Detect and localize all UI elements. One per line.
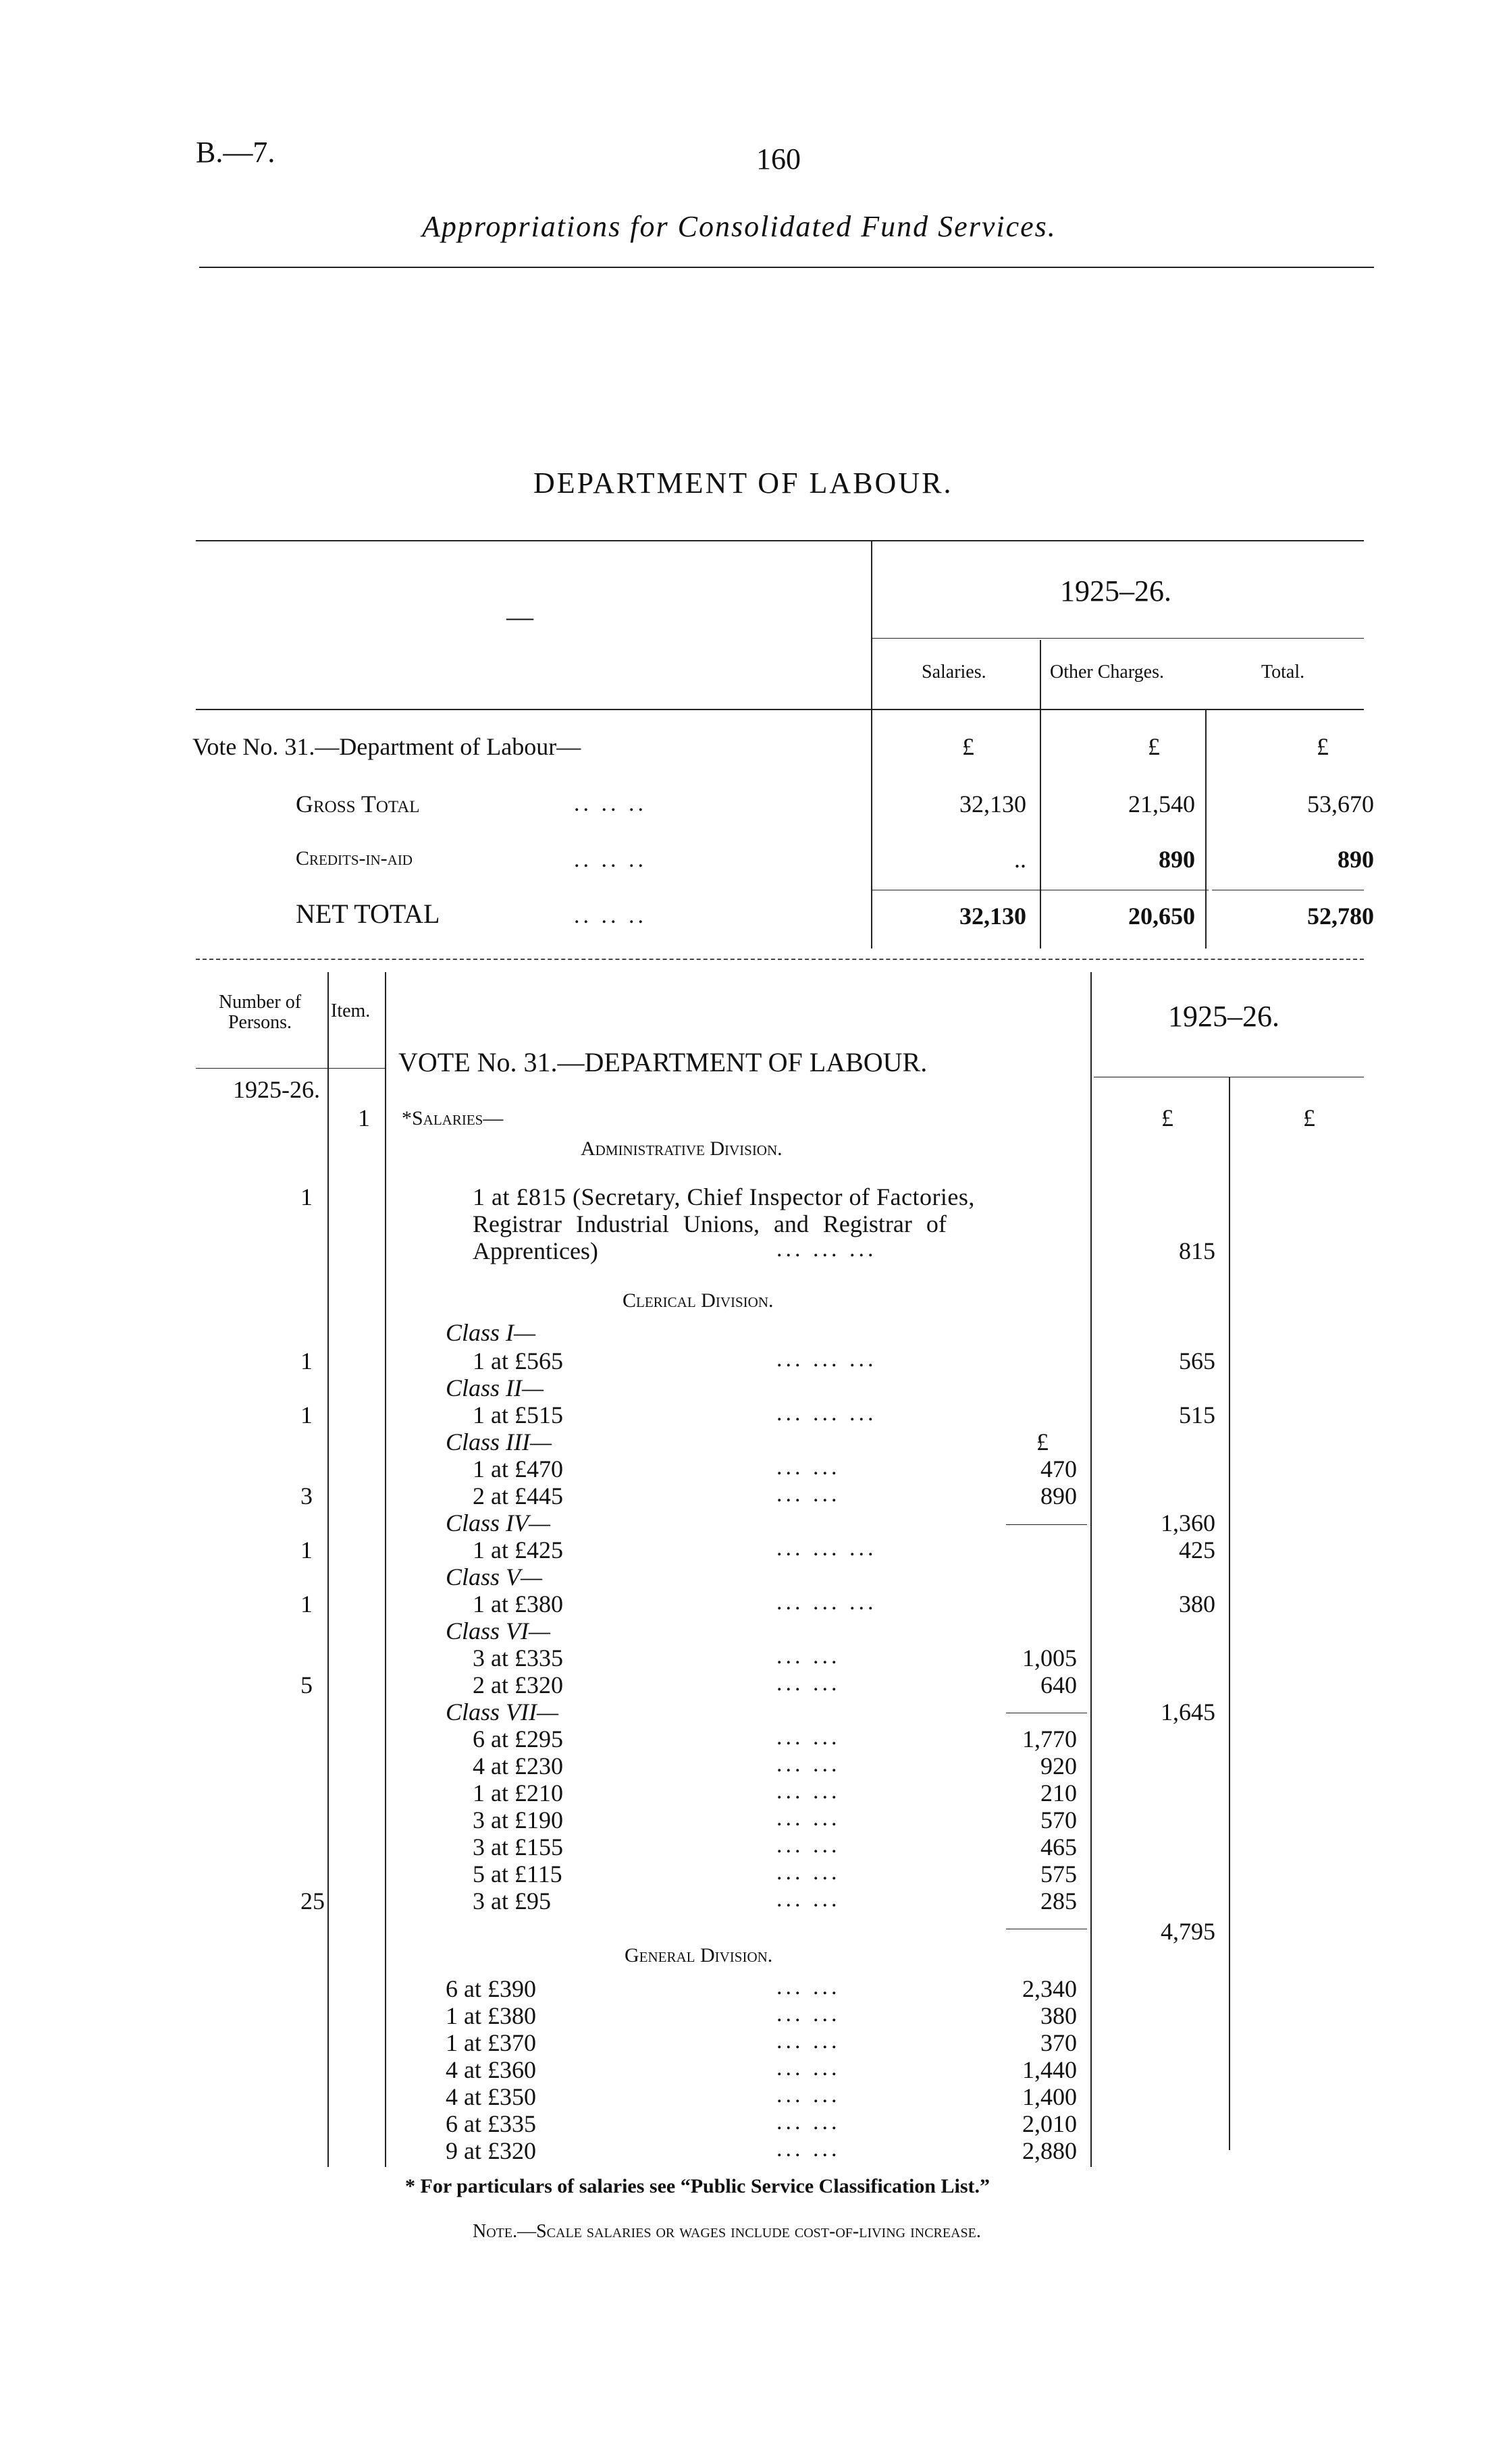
class-heading: Class V— — [446, 1563, 543, 1590]
col-salaries-header: Salaries. — [922, 662, 986, 682]
class-heading: Class III— — [446, 1428, 552, 1455]
other-value: 21,540 — [1128, 791, 1195, 818]
class-line-amount: 210 — [1040, 1779, 1077, 1806]
running-title: Appropriations for Consolidated Fund Services. — [422, 210, 1057, 243]
other-value: 890 — [1159, 846, 1195, 873]
leader-dots: ... ... — [776, 2083, 841, 2108]
class-line: 1 at £380 — [446, 2002, 536, 2029]
class-line: 6 at £295 — [473, 1725, 563, 1752]
class-line-amount: 465 — [1040, 1833, 1077, 1860]
class-line-amount: 890 — [1040, 1482, 1077, 1509]
summary-bottom-rule — [196, 959, 1364, 960]
summary-divider — [871, 540, 872, 948]
leader-dots: ... ... ... — [776, 1401, 877, 1426]
clerical-division-heading: Clerical Division. — [623, 1289, 774, 1312]
vote-heading: VOTE No. 31.—DEPARTMENT OF LABOUR. — [398, 1047, 928, 1077]
col-item-header: Item. — [331, 1000, 371, 1021]
class-line: 3 at £95 — [473, 1887, 551, 1914]
class-line: 1 at £370 — [446, 2029, 536, 2056]
leader-dots: .. .. .. — [574, 791, 647, 816]
class-line: 5 at £115 — [473, 1860, 562, 1887]
footnote-salaries: * For particulars of salaries see “Public Service Classification List.” — [405, 2175, 990, 2197]
salaries-value: .. — [1014, 846, 1026, 873]
class-total: 1,645 — [1161, 1698, 1215, 1725]
inner-currency: £ — [1036, 1428, 1049, 1455]
class-line: 1 at £470 — [473, 1455, 563, 1482]
total-value: 890 — [1338, 846, 1374, 873]
leader-dots: ... ... — [776, 2002, 841, 2027]
leader-dots: ... ... — [776, 2110, 841, 2135]
class-total: 1,360 — [1161, 1509, 1215, 1536]
leader-dots: ... ... — [776, 1752, 841, 1777]
class-line-amount: 2,010 — [1022, 2110, 1077, 2137]
footnote-scale: Note.—Scale salaries or wages include cost-of-living increase. — [473, 2221, 981, 2242]
class-line: 4 at £350 — [446, 2083, 536, 2110]
salaries-value: 32,130 — [959, 791, 1026, 818]
class-line-amount: 285 — [1040, 1887, 1077, 1914]
currency-salaries: £ — [962, 733, 974, 760]
class-count: 1 — [300, 1401, 313, 1428]
class-line: 9 at £320 — [446, 2137, 536, 2164]
salaries-heading: *Salaries— — [402, 1107, 504, 1129]
leader-dots: ... ... — [776, 2056, 841, 2081]
row-label: Gross Total — [296, 791, 420, 818]
class-heading: Class VI— — [446, 1617, 551, 1644]
class-line-amount: 470 — [1040, 1455, 1077, 1482]
class-line-amount: 1,770 — [1022, 1725, 1077, 1752]
admin-amount: 815 — [1179, 1237, 1215, 1264]
detail-head-rule — [196, 1068, 385, 1069]
leader-dots: ... ... — [776, 1779, 841, 1804]
class-line: 3 at £335 — [473, 1644, 563, 1671]
class-line-amount: 575 — [1040, 1860, 1077, 1887]
summary-year-header: 1925–26. — [1060, 574, 1171, 608]
class-line: 1 at £380 — [473, 1590, 563, 1617]
currency-other: £ — [1148, 733, 1160, 760]
detail-divider — [385, 972, 386, 2167]
class-line: 1 at £210 — [473, 1779, 563, 1806]
detail-year-left: 1925-26. — [233, 1076, 320, 1103]
admin-line: Apprentices) — [473, 1237, 598, 1264]
summary-divider — [1040, 640, 1041, 948]
detail-divider — [327, 972, 329, 2167]
col-total-header: Total. — [1261, 662, 1305, 682]
class-line-amount: 2,880 — [1022, 2137, 1077, 2164]
class-count: 1 — [300, 1536, 313, 1563]
leader-dots: ... ... ... — [776, 1237, 877, 1262]
class-line-amount: 920 — [1040, 1752, 1077, 1779]
class-line: 6 at £390 — [446, 1975, 536, 2002]
class-count: 25 — [300, 1887, 325, 1914]
summary-divider — [1205, 709, 1207, 948]
class-line: 1 at £515 — [473, 1401, 563, 1428]
class-line: 1 at £425 — [473, 1536, 563, 1563]
leader-dots: ... ... — [776, 2137, 841, 2162]
col-number-header: Number of Persons. — [218, 992, 302, 1033]
class-line: 3 at £155 — [473, 1833, 563, 1860]
item-number: 1 — [358, 1104, 370, 1131]
sum-rule — [1006, 1524, 1087, 1525]
class-line: 1 at £565 — [473, 1347, 563, 1374]
salaries-value: 32,130 — [959, 903, 1026, 930]
class-heading: Class II— — [446, 1374, 544, 1401]
class-line: 2 at £445 — [473, 1482, 563, 1509]
detail-year-header: 1925–26. — [1168, 1000, 1279, 1033]
class-line-amount: 640 — [1040, 1671, 1077, 1698]
detail-divider — [1090, 972, 1092, 2167]
leader-dots: .. .. .. — [574, 847, 647, 872]
class-count: 1 — [300, 1590, 313, 1617]
class-heading: Class I— — [446, 1319, 536, 1346]
class-line: 4 at £360 — [446, 2056, 536, 2083]
blank-column-header: — — [506, 601, 533, 632]
class-amount: 425 — [1179, 1536, 1215, 1563]
leader-dots: ... ... — [776, 1455, 841, 1480]
class-amount: 380 — [1179, 1590, 1215, 1617]
currency-col2: £ — [1303, 1104, 1315, 1131]
document-ref: B.—7. — [196, 136, 275, 169]
leader-dots: ... ... ... — [776, 1536, 877, 1561]
leader-dots: ... ... — [776, 1644, 841, 1669]
row-label: Credits-in-aid — [296, 847, 413, 869]
admin-line: Registrar Industrial Unions, and Registrar of — [473, 1210, 947, 1237]
class-heading: Class IV— — [446, 1509, 551, 1536]
leader-dots: ... ... — [776, 1806, 841, 1831]
summary-head-rule — [196, 709, 1364, 710]
admin-count: 1 — [300, 1183, 313, 1210]
total-value: 53,670 — [1307, 791, 1374, 818]
leader-dots: ... ... — [776, 1860, 841, 1885]
leader-dots: ... ... ... — [776, 1347, 877, 1372]
currency-total: £ — [1317, 733, 1329, 760]
admin-division-heading: Administrative Division. — [581, 1137, 783, 1160]
leader-dots: ... ... — [776, 1975, 841, 2000]
class-amount: 515 — [1179, 1401, 1215, 1428]
class-line-amount: 370 — [1040, 2029, 1077, 2056]
leader-dots: .. .. .. — [574, 903, 647, 928]
row-label: NET TOTAL — [296, 899, 440, 929]
total-value: 52,780 — [1307, 903, 1374, 930]
department-title: DEPARTMENT OF LABOUR. — [533, 466, 953, 500]
summary-top-rule — [196, 540, 1364, 541]
page-number: 160 — [756, 142, 801, 176]
admin-line: 1 at £815 (Secretary, Chief Inspector of Factories, — [473, 1183, 975, 1210]
class-line-amount: 380 — [1040, 2002, 1077, 2029]
class-line-amount: 1,440 — [1022, 2056, 1077, 2083]
class-line-amount: 570 — [1040, 1806, 1077, 1833]
class-line-amount: 2,340 — [1022, 1975, 1077, 2002]
leader-dots: ... ... — [776, 1725, 841, 1750]
class-line: 3 at £190 — [473, 1806, 563, 1833]
class-line: 6 at £335 — [446, 2110, 536, 2137]
detail-divider — [1229, 1077, 1230, 2150]
class-heading: Class VII— — [446, 1698, 559, 1725]
class-count: 5 — [300, 1671, 313, 1698]
class-count: 1 — [300, 1347, 313, 1374]
class-line: 2 at £320 — [473, 1671, 563, 1698]
general-division-heading: General Division. — [625, 1944, 773, 1966]
leader-dots: ... ... — [776, 1482, 841, 1507]
currency-col1: £ — [1161, 1104, 1173, 1131]
leader-dots: ... ... — [776, 2029, 841, 2054]
class-amount: 565 — [1179, 1347, 1215, 1374]
leader-dots: ... ... — [776, 1671, 841, 1696]
summary-year-rule — [871, 638, 1364, 639]
vote-label: Vote No. 31.—Department of Labour— — [192, 733, 581, 760]
class-line: 4 at £230 — [473, 1752, 563, 1779]
class-line-amount: 1,400 — [1022, 2083, 1077, 2110]
other-value: 20,650 — [1128, 903, 1195, 930]
class-total: 4,795 — [1161, 1918, 1215, 1945]
class-count: 3 — [300, 1482, 313, 1509]
leader-dots: ... ... ... — [776, 1590, 877, 1615]
class-line-amount: 1,005 — [1022, 1644, 1077, 1671]
leader-dots: ... ... — [776, 1887, 841, 1912]
leader-dots: ... ... — [776, 1833, 841, 1858]
col-other-charges-header: Other Charges. — [1050, 662, 1164, 682]
header-rule — [199, 267, 1374, 268]
